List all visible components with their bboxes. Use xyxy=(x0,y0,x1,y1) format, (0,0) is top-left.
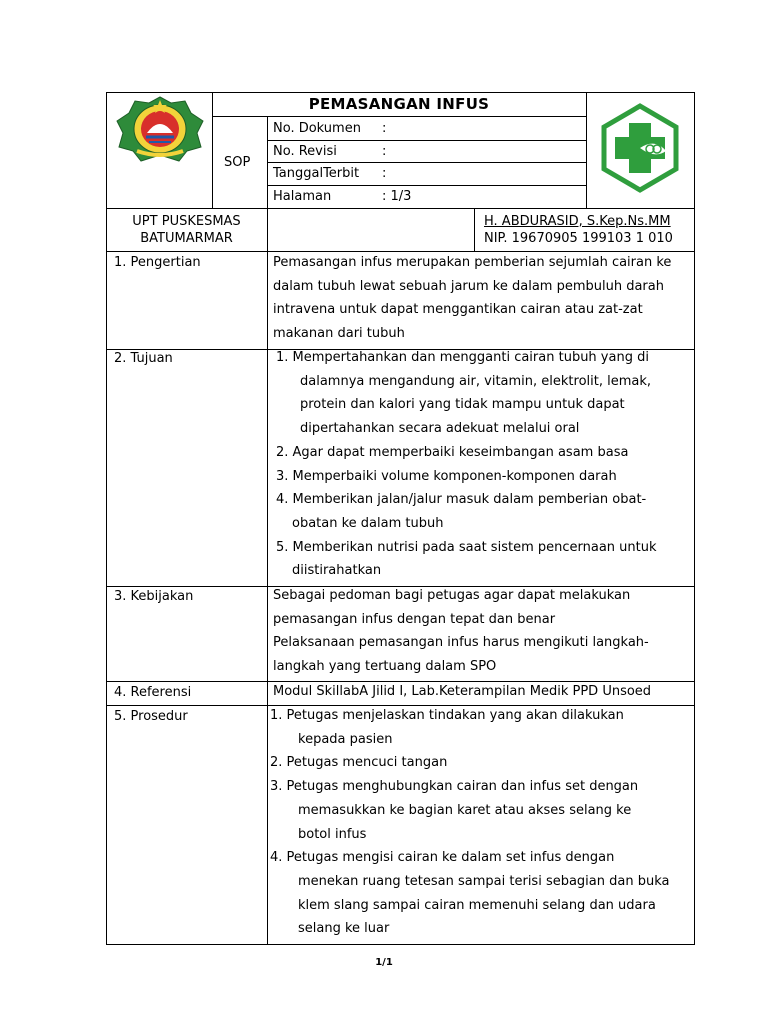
sop-label: SOP xyxy=(224,155,251,170)
section-label-kebijakan: 3. Kebijakan xyxy=(114,589,194,604)
kebijakan-line: langkah yang tertuang dalam SPO xyxy=(273,659,497,675)
signatory-nip: NIP. 19670905 199103 1 010 xyxy=(484,231,673,246)
field-value-halaman: : 1/3 xyxy=(382,189,412,204)
section-label-tujuan: 2. Tujuan xyxy=(114,351,173,366)
tujuan-line: 3. Memperbaiki volume komponen-komponen darah xyxy=(276,468,617,484)
section-label-pengertian: 1. Pengertian xyxy=(114,255,201,270)
tujuan-line: 4. Memberikan jalan/jalur masuk dalam pemberian obat- xyxy=(276,492,647,508)
tujuan-line: 1. Mempertahankan dan mengganti cairan tubuh yang di xyxy=(276,350,649,365)
field-label-no-dokumen: No. Dokumen xyxy=(273,121,361,136)
tujuan-line: dipertahankan secara adekuat melalui oral xyxy=(300,421,580,437)
section-body-tujuan xyxy=(276,346,657,583)
tujuan-line: dalamnya mengandung air, vitamin, elektrolit, lemak, xyxy=(300,373,652,389)
field-label-no-revisi: No. Revisi xyxy=(273,144,337,159)
kebijakan-line: Pelaksanaan pemasangan infus harus mengikuti langkah- xyxy=(273,635,649,651)
referensi-line: Modul SkillabA Jilid I, Lab.Keterampilan Medik PPD Unsoed xyxy=(273,684,652,699)
tujuan-line: obatan ke dalam tubuh xyxy=(292,515,444,531)
field-label-halaman: Halaman xyxy=(273,189,332,204)
section-label-referensi: 4. Referensi xyxy=(114,685,192,700)
prosedur-line: kepada pasien xyxy=(298,731,393,747)
tujuan-line: 2. Agar dapat memperbaiki keseimbangan asam basa xyxy=(276,444,629,460)
kebijakan-line: pemasangan infus dengan tepat dan benar xyxy=(273,611,556,627)
puskesmas-green-cross-logo-icon xyxy=(600,103,680,193)
field-value-tanggal-terbit: : xyxy=(382,166,387,181)
regional-government-emblem-icon xyxy=(113,93,207,163)
field-value-no-dokumen: : xyxy=(382,121,387,136)
org-unit-line2: BATUMARMAR xyxy=(140,231,233,246)
section-body-referensi xyxy=(273,680,651,704)
section-label-prosedur: 5. Prosedur xyxy=(114,709,188,724)
section-body-pengertian xyxy=(273,251,671,346)
section-body-prosedur xyxy=(270,704,669,941)
pengertian-line: dalam tubuh lewat sebuah jarum ke dalam pembuluh darah xyxy=(273,278,664,294)
document-title: PEMASANGAN INFUS xyxy=(308,95,490,113)
prosedur-line: 4. Petugas mengisi cairan ke dalam set infus dengan xyxy=(270,850,615,866)
pengertian-line: Pemasangan infus merupakan pemberian sejumlah cairan ke xyxy=(273,255,672,270)
field-value-no-revisi: : xyxy=(382,144,387,159)
prosedur-line: memasukkan ke bagian karet atau akses selang ke xyxy=(298,802,632,818)
tujuan-line: diistirahatkan xyxy=(292,563,382,579)
field-label-tanggal-terbit: TanggalTerbit xyxy=(273,166,360,181)
tujuan-line: protein dan kalori yang tidak mampu untuk dapat xyxy=(300,397,625,413)
prosedur-line: klem slang sampai cairan memenuhi selang dan udara xyxy=(298,897,656,913)
signatory-name: H. ABDURASID, S.Kep.Ns.MM xyxy=(484,214,671,229)
puskesmas-logo xyxy=(600,103,680,193)
prosedur-line: 2. Petugas mencuci tangan xyxy=(270,755,448,771)
prosedur-line: selang ke luar xyxy=(298,921,390,937)
prosedur-line: botol infus xyxy=(298,826,367,842)
org-unit-line1: UPT PUSKESMAS xyxy=(132,214,241,229)
prosedur-line: 3. Petugas menghubungkan cairan dan infus set dengan xyxy=(270,779,639,795)
page-number: 1/1 xyxy=(375,957,393,968)
prosedur-line: 1. Petugas menjelaskan tindakan yang akan dilakukan xyxy=(270,708,624,723)
section-body-kebijakan xyxy=(273,584,649,679)
kebijakan-line: Sebagai pedoman bagi petugas agar dapat melakukan xyxy=(273,588,631,603)
pengertian-line: makanan dari tubuh xyxy=(273,326,405,342)
pengertian-line: intravena untuk dapat menggantikan cairan atau zat-zat xyxy=(273,302,643,318)
regional-emblem-logo xyxy=(113,93,207,163)
prosedur-line: menekan ruang tetesan sampai terisi sebagian dan buka xyxy=(298,873,670,889)
tujuan-line: 5. Memberikan nutrisi pada saat sistem pencernaan untuk xyxy=(276,539,657,555)
